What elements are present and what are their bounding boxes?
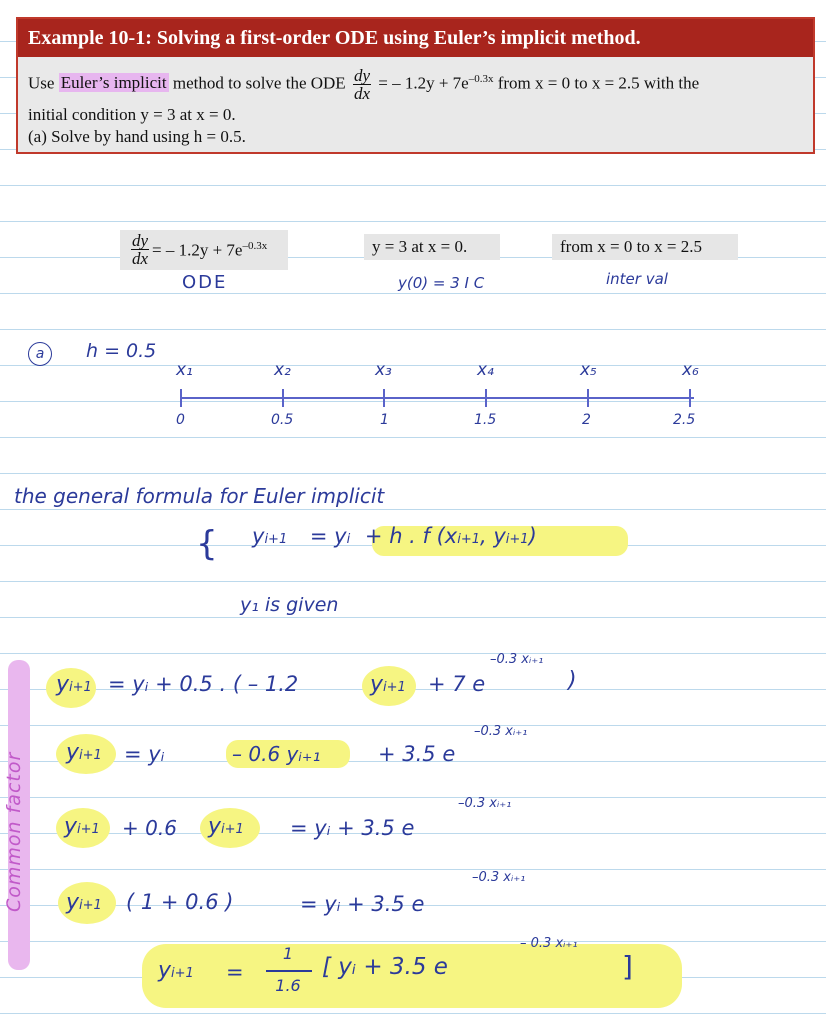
subscript: i <box>346 532 351 547</box>
ode-box <box>120 230 288 270</box>
y-next <box>158 958 194 983</box>
x-label: x₁ <box>176 360 193 380</box>
formula <box>252 524 537 548</box>
x-label: x₂ <box>274 360 291 380</box>
problem-line-3: (a) Solve by hand using h = 0.5. <box>28 127 246 146</box>
x-value: 0.5 <box>271 412 294 428</box>
problem-line-1 <box>28 67 699 102</box>
interval-box: from x = 0 to x = 2.5 <box>552 234 738 260</box>
fraction-numerator: 1 <box>282 944 294 963</box>
exponent: –0.3x <box>468 72 494 85</box>
subscript: i+1 <box>264 532 288 547</box>
x-value: 1 <box>380 412 389 428</box>
x-label: x₃ <box>375 360 392 380</box>
common-factor-label: Common factor <box>3 751 25 912</box>
tick <box>383 389 385 407</box>
text: , y <box>480 524 506 548</box>
equals: = <box>226 960 244 984</box>
exponent: –0.3 xᵢ₊₁ <box>472 870 526 885</box>
x-value: 2 <box>582 412 591 428</box>
ode-rhs: = – 1.2y + 7e <box>152 240 243 260</box>
text: from x = 0 to x = 2.5 with the <box>493 73 700 93</box>
equation-4-rhs: = yᵢ + 3.5 e <box>300 892 425 916</box>
general-formula-heading: the general formula for Euler implicit <box>14 484 385 508</box>
ode-label: ODE <box>182 272 228 293</box>
x-value: 2.5 <box>673 412 696 428</box>
equation-3-rhs: = yᵢ + 3.5 e <box>290 816 415 840</box>
text: y <box>158 958 172 983</box>
exponent: – 0.3 xᵢ₊₁ <box>520 936 578 951</box>
text: ) <box>528 524 537 548</box>
x-value: 0 <box>176 412 185 428</box>
part-a-marker: a <box>28 342 52 366</box>
tick <box>587 389 589 407</box>
y-next <box>56 672 92 697</box>
x-label: x₆ <box>682 360 699 380</box>
text: = y <box>309 524 347 548</box>
problem-line-2: initial condition y = 3 at x = 0. <box>28 105 236 124</box>
numerator: dy <box>132 231 149 250</box>
subscript: i+1 <box>171 966 194 981</box>
step-size: h = 0.5 <box>86 340 157 362</box>
y-next <box>64 814 100 839</box>
exponent: –0.3 xᵢ₊₁ <box>490 652 544 667</box>
y-next <box>370 672 406 697</box>
derivative-fraction <box>353 67 371 102</box>
paren: ) <box>568 668 577 693</box>
subscript: i+1 <box>79 898 102 913</box>
exponent: –0.3x <box>242 240 268 252</box>
number-line <box>180 397 694 399</box>
subscript: i+1 <box>457 532 480 547</box>
text: + h . f (x <box>364 524 458 548</box>
tick <box>485 389 487 407</box>
tick <box>180 389 182 407</box>
exponent: –0.3 xᵢ₊₁ <box>458 796 512 811</box>
fraction-denominator: 1.6 <box>275 976 301 995</box>
text: method to solve the ODE <box>168 73 350 93</box>
subscript: i+1 <box>505 532 529 547</box>
exponent: –0.3 xᵢ₊₁ <box>474 724 528 739</box>
equation-2: = yᵢ <box>124 742 165 766</box>
given-note: y₁ is given <box>240 594 339 616</box>
example-box <box>16 17 815 154</box>
numerator: dy <box>353 66 370 85</box>
subscript: i+1 <box>69 680 92 695</box>
tick <box>282 389 284 407</box>
x-label: x₄ <box>477 360 494 380</box>
bracket-close: ] <box>622 950 633 983</box>
y-symbol: y <box>252 524 265 548</box>
equation-5-bracket: [ yᵢ + 3.5 e <box>322 954 448 980</box>
text: y <box>208 814 222 839</box>
y-next <box>208 814 244 839</box>
x-label: x₅ <box>580 360 597 380</box>
text: Use <box>28 73 59 93</box>
equation-2-exp-term: + 3.5 e <box>378 742 456 766</box>
equation-4: ( 1 + 0.6 ) <box>126 890 234 914</box>
equation-1-exp-term: + 7 e <box>428 672 486 696</box>
equation-3: + 0.6 <box>122 816 177 840</box>
highlighted-term: Euler’s implicit <box>60 73 167 93</box>
interval-label: inter val <box>606 270 668 288</box>
ode-rhs: = – 1.2y + 7e <box>373 73 469 93</box>
subscript: i+1 <box>79 748 102 763</box>
text: y <box>66 740 80 765</box>
subscript: i+1 <box>383 680 406 695</box>
y-next <box>66 890 102 915</box>
text: y <box>56 672 70 697</box>
example-title: Example 10-1: Solving a first-order ODE using Euler’s implicit method. <box>18 19 813 57</box>
subscript: i+1 <box>77 822 100 837</box>
text: y <box>64 814 78 839</box>
derivative-fraction <box>131 232 149 267</box>
equation-1: = yᵢ + 0.5 . ( – 1.2 <box>108 672 299 696</box>
fraction-bar <box>266 970 312 972</box>
ic-label: y(0) = 3 I C <box>398 274 485 292</box>
denominator: dx <box>132 249 149 268</box>
denominator: dx <box>353 84 370 103</box>
subscript: i+1 <box>221 822 244 837</box>
tick <box>689 389 691 407</box>
text: y <box>370 672 384 697</box>
text: y <box>66 890 80 915</box>
x-value: 1.5 <box>474 412 497 428</box>
y-next <box>66 740 102 765</box>
equation-2-term: – 0.6 yᵢ₊₁ <box>232 742 321 766</box>
ic-box: y = 3 at x = 0. <box>364 234 500 260</box>
brace: { <box>196 524 218 564</box>
